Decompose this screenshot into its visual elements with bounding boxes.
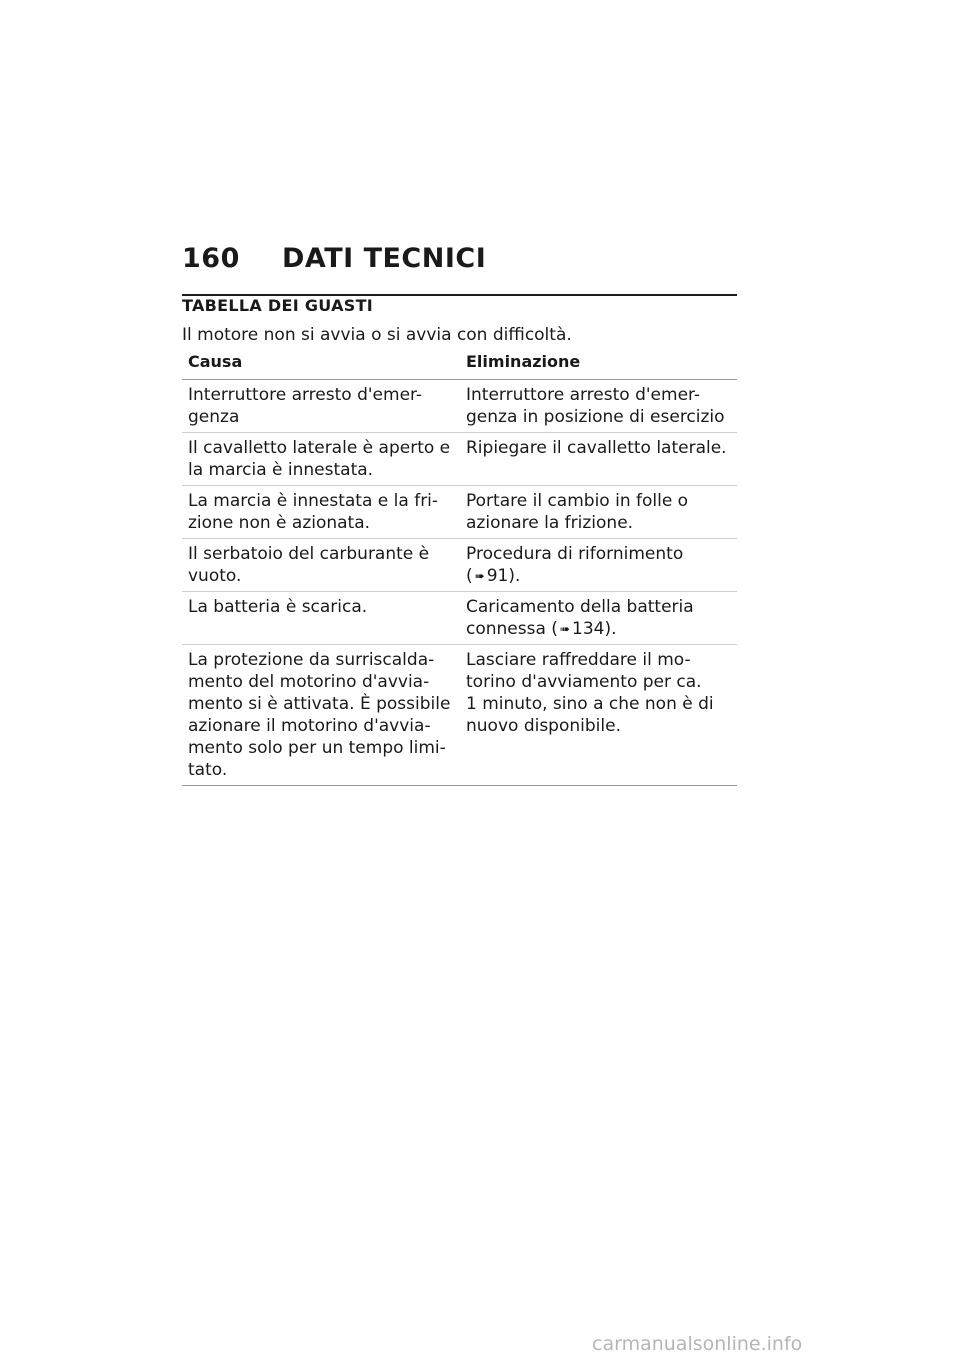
cause-line: La protezione da surriscalda- — [188, 650, 435, 670]
fix-cell — [460, 541, 737, 587]
watermark-link[interactable]: carmanualsonline.info — [592, 1333, 803, 1355]
page-header — [182, 243, 737, 283]
cause-line: zione non è azionata. — [188, 513, 371, 533]
cause-cell — [182, 594, 460, 640]
fix-cell — [460, 382, 737, 428]
chapter-title: DATI TECNICI — [282, 243, 487, 274]
table-row — [182, 486, 737, 539]
table-row — [182, 592, 737, 645]
fix-line: Procedura di rifornimento — [466, 544, 684, 564]
fix-line: 1 minuto, sino a che non è di — [466, 694, 714, 714]
reference-page: 134). — [572, 619, 617, 639]
fix-line: Portare il cambio in folle o — [466, 491, 689, 511]
column-header-cause: Causa — [188, 352, 243, 371]
cause-cell — [182, 488, 460, 534]
cause-line: mento del motorino d'avvia- — [188, 672, 430, 692]
reference-prefix: connessa — [466, 619, 552, 639]
fix-line: Interruttore arresto d'emer- — [466, 385, 701, 405]
page-reference-link[interactable] — [466, 565, 737, 587]
column-header-fix: Eliminazione — [466, 352, 581, 371]
reference-page: 91). — [486, 566, 521, 586]
troubleshooting-table — [182, 349, 737, 786]
fix-cell — [460, 435, 737, 481]
cause-line: tato. — [188, 760, 228, 780]
section-intro: Il motore non si avvia o si avvia con difficoltà. — [182, 325, 572, 345]
fix-cell — [460, 647, 737, 781]
table-row — [182, 380, 737, 433]
cause-cell — [182, 541, 460, 587]
cause-line: Il cavalletto laterale è aperto e — [188, 438, 451, 458]
cause-line: La batteria è scarica. — [188, 597, 368, 617]
fix-line: torino d'avviamento per ca. — [466, 672, 702, 692]
fix-line: Ripiegare il cavalletto laterale. — [466, 438, 727, 458]
fix-cell — [460, 594, 737, 640]
fix-line: Caricamento della batteria — [466, 597, 694, 617]
cause-line: La marcia è innestata e la fri- — [188, 491, 439, 511]
cause-cell — [182, 435, 460, 481]
cause-line: Il serbatoio del carburante è — [188, 544, 430, 564]
cause-line: vuoto. — [188, 566, 242, 586]
fix-line: nuovo disponibile. — [466, 716, 621, 736]
cause-line: la marcia è innestata. — [188, 460, 374, 480]
cause-line: genza — [188, 407, 240, 427]
cause-line: azionare il motorino d'avvia- — [188, 716, 431, 736]
arrow-reference-icon: ➠ — [474, 569, 485, 583]
table-row — [182, 539, 737, 592]
fix-line: azionare la frizione. — [466, 513, 634, 533]
fix-line: Lasciare raffreddare il mo- — [466, 650, 691, 670]
reference-open: ( — [551, 619, 558, 639]
arrow-reference-icon: ➠ — [559, 622, 570, 636]
cause-line: mento si è attivata. È possibile — [188, 694, 451, 714]
cause-cell — [182, 382, 460, 428]
fix-line: genza in posizione di esercizio — [466, 407, 725, 427]
section-title: TABELLA DEI GUASTI — [182, 296, 374, 315]
fix-cell — [460, 488, 737, 534]
page-reference-link[interactable] — [466, 618, 737, 640]
cause-line: mento solo per un tempo limi- — [188, 738, 446, 758]
table-row — [182, 433, 737, 486]
page-number: 160 — [182, 243, 240, 274]
reference-open: ( — [466, 566, 473, 586]
table-row — [182, 645, 737, 786]
cause-cell — [182, 647, 460, 781]
table-header-row — [182, 349, 737, 380]
cause-line: Interruttore arresto d'emer- — [188, 385, 423, 405]
